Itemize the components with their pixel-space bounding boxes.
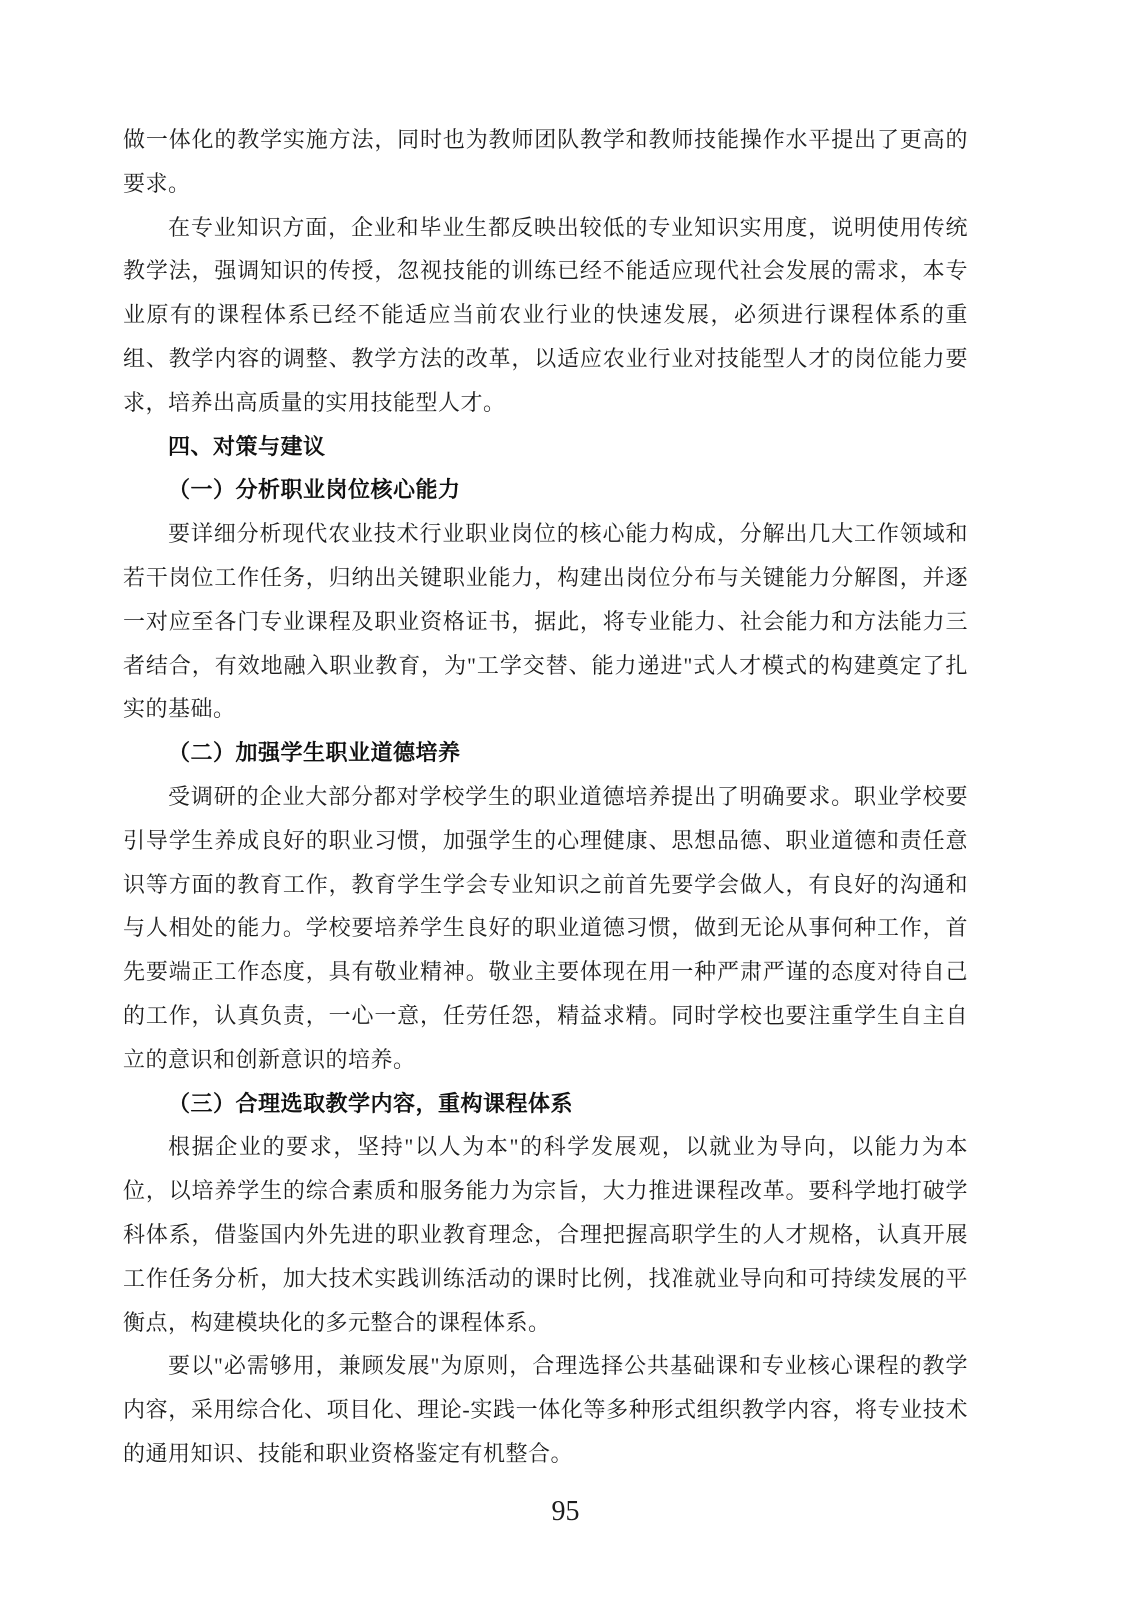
paragraph: 在专业知识方面，企业和毕业生都反映出较低的专业知识实用度，说明使用传统教学法，强调知识的传授，忽视技能的训练已经不能适应现代社会发展的需求，本专业原有的课程体系已经不能适应当前农业行业的快速发展，必须进行课程体系的重组、教学内容的调整、教学方法的改革，以适应农业行业对技能型人才的岗位能力要求，培养出高质量的实用技能型人才。	[123, 214, 968, 415]
page-content	[123, 118, 968, 1476]
subsection-heading: （一）分析职业岗位核心能力	[168, 477, 461, 503]
paragraph: 要以"必需够用，兼顾发展"为原则，合理选择公共基础课和专业核心课程的教学内容，采用综合化、项目化、理论-实践一体化等多种形式组织教学内容，将专业技术的通用知识、技能和职业资格鉴定有机整合。	[123, 1353, 968, 1466]
page-number: 95	[551, 1496, 580, 1527]
subsection-heading: （三）合理选取教学内容，重构课程体系	[168, 1090, 574, 1116]
section-heading: 四、对策与建议	[168, 433, 326, 459]
paragraph: 受调研的企业大部分都对学校学生的职业道德培养提出了明确要求。职业学校要引导学生养成良好的职业习惯，加强学生的心理健康、思想品德、职业道德和责任意识等方面的教育工作，教育学生学会专业知识之前首先要学会做人，有良好的沟通和与人相处的能力。学校要培养学生良好的职业道德习惯，做到无论从事何种工作，首先要端正工作态度，具有敬业精神。敬业主要体现在用一种严肃严谨的态度对待自己的工作，认真负责，一心一意，任劳任怨，精益求精。同时学校也要注重学生自主自立的意识和创新意识的培养。	[123, 783, 968, 1072]
paragraph: 根据企业的要求，坚持"以人为本"的科学发展观，以就业为导向，以能力为本位，以培养学生的综合素质和服务能力为宗旨，大力推进课程改革。要科学地打破学科体系，借鉴国内外先进的职业教育理念，合理把握高职学生的人才规格，认真开展工作任务分析，加大技术实践训练活动的课时比例，找准就业导向和可持续发展的平衡点，构建模块化的多元整合的课程体系。	[123, 1134, 968, 1335]
paragraph: 要详细分析现代农业技术行业职业岗位的核心能力构成，分解出几大工作领域和若干岗位工作任务，归纳出关键职业能力，构建出岗位分布与关键能力分解图，并逐一对应至各门专业课程及职业资格证书，据此，将专业能力、社会能力和方法能力三者结合，有效地融入职业教育，为"工学交替、能力递进"式人才模式的构建奠定了扎实的基础。	[123, 521, 968, 722]
subsection-heading: （二）加强学生职业道德培养	[168, 740, 461, 766]
paragraph-continuation: 做一体化的教学实施方法，同时也为教师团队教学和教师技能操作水平提出了更高的要求。	[123, 127, 968, 196]
